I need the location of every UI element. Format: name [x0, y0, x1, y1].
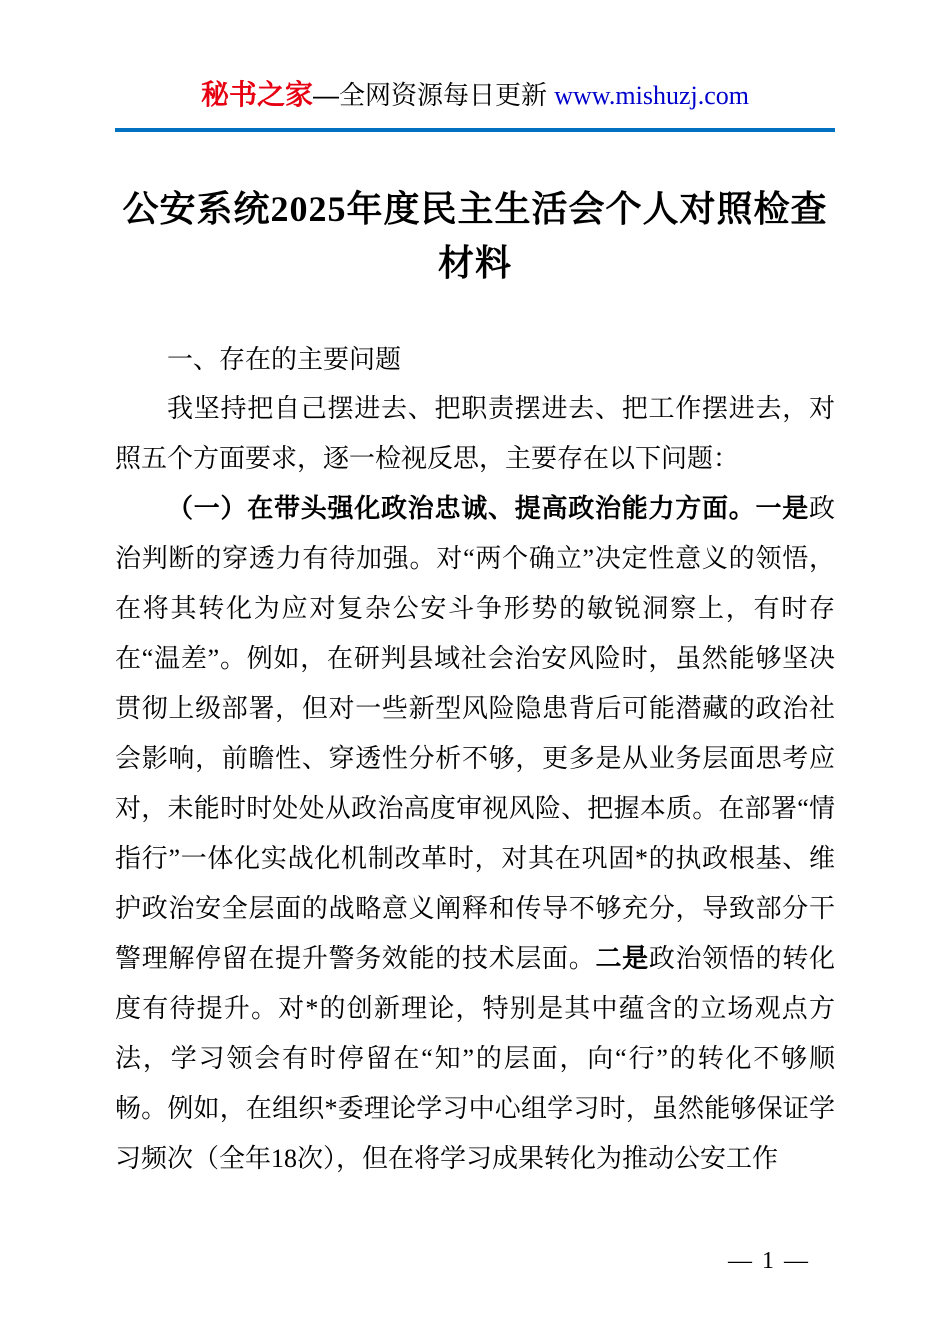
document-body — [115, 334, 835, 1184]
document-title: 公安系统2025年度民主生活会个人对照检查材料 — [122, 189, 828, 283]
site-brand: 秘书之家 — [201, 79, 314, 110]
text-run: 政治领悟的转化度有待提升。对*的创新理论，特别是其中蕴含的立场观点方法，学习领会有时停留在“知”的层面，向“行”的转化不够顺畅。例如，在组织*委理论学习中心组学习时，虽然能够保证学习频次（全年18次），但在将学习成果转化为推动公安工作 — [115, 944, 835, 1173]
emphasis-run: （一）在带头强化政治忠诚、提高政治能力方面。 — [167, 494, 756, 523]
text-run: 我坚持把自己摆进去、把职责摆进去、把工作摆进去，对照五个方面要求，逐一检视反思，主要存在以下问题： — [115, 394, 835, 473]
page-number: — 1 — — [728, 1248, 810, 1274]
site-url-link[interactable]: www.mishuzj.com — [554, 81, 749, 110]
text-run: 政治判断的穿透力有待加强。对“两个确立”决定性意义的领悟，在将其转化为应对复杂公安斗争形势的敏锐洞察上，有时存在“温差”。例如，在研判县域社会治安风险时，虽然能够坚决贯彻上级部署，但对一些新型风险隐患背后可能潜藏的政治社会影响，前瞻性、穿透性分析不够，更多是从业务层面思考应对，未能时时处处从政治高度审视风险、把握本质。在部署“情指行”一体化实战化机制改革时，对其在巩固*的执政根基、维护政治安全层面的战略意义阐释和传导不够充分，导致部分干警理解停留在提升警务效能的技术层面。 — [115, 494, 835, 973]
section-heading — [115, 334, 835, 384]
site-masthead — [115, 75, 835, 116]
header-divider-line — [115, 128, 835, 132]
emphasis-run: 一是 — [755, 494, 809, 523]
site-tagline: —全网资源每日更新 — [313, 80, 555, 110]
paragraph — [115, 384, 835, 484]
emphasis-run: 二是 — [595, 944, 649, 973]
paragraph — [115, 484, 835, 1184]
text-run: 一、存在的主要问题 — [167, 344, 402, 374]
